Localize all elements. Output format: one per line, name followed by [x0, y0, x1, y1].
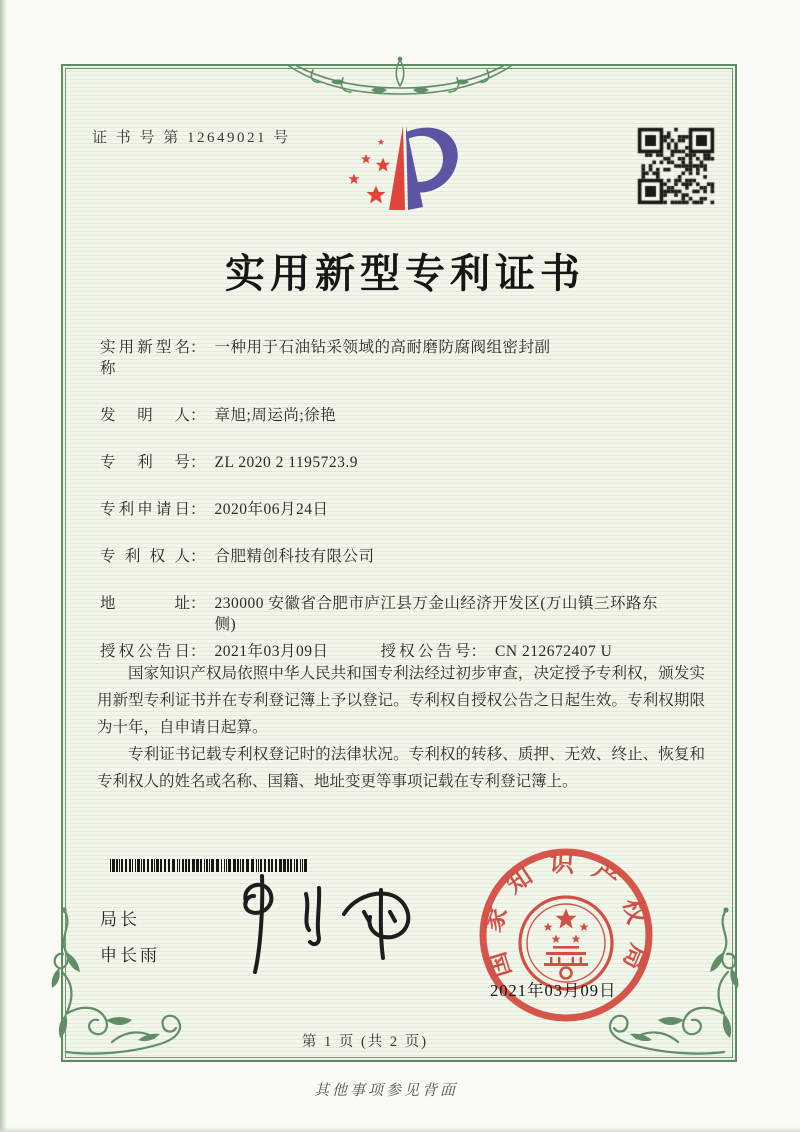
- field-row-address: 地址 ： 230000 安徽省合肥市庐江县万金山经济开发区(万山镇三环路东侧): [100, 593, 710, 635]
- field-label: 授权公告日: [100, 643, 190, 660]
- field-label: 专利号: [100, 454, 190, 471]
- field-list: [100, 337, 710, 688]
- field-value-utility-model-name: 一种用于石油钻采领域的高耐磨防腐阀组密封副: [214, 339, 551, 356]
- certificate-title: 实用新型专利证书: [225, 251, 585, 296]
- director-signature-icon: [218, 868, 423, 983]
- field-label: 专利申请日: [100, 501, 190, 518]
- field-label: 授权公告号: [380, 643, 471, 660]
- field-row-patentee: 专利权人 ： 合肥精创科技有限公司: [100, 548, 375, 565]
- cnipa-logo-icon: [342, 116, 472, 234]
- grant-number-group: 授权公告号 ： CN 212672407 U: [380, 643, 613, 660]
- field-value-address: 230000 安徽省合肥市庐江县万金山经济开发区(万山镇三环路东侧): [214, 595, 659, 633]
- legal-paragraph-1: 国家知识产权局依照中华人民共和国专利法经过初步审查，决定授予专利权，颁发实用新型专利证书并在专利登记簿上予以登记。专利权自授权公告之日起生效。专利权期限为十年，自申请日起算。: [97, 665, 705, 736]
- legal-text-block: [97, 660, 705, 795]
- back-side-note: 其他事项参见背面: [314, 1083, 459, 1099]
- field-value-patent-number: ZL 2020 2 1195723.9: [214, 454, 359, 471]
- field-value-inventors: 章旭;周运尚;徐艳: [214, 407, 337, 424]
- field-label: 地址: [100, 595, 190, 612]
- director-title: 局长: [100, 910, 140, 929]
- certificate-number: 证 书 号 第 12649021 号: [92, 130, 291, 146]
- field-row-patent-number: 专利号 ： ZL 2020 2 1195723.9: [100, 454, 359, 471]
- top-border-ornament: [283, 54, 517, 98]
- field-value-patentee: 合肥精创科技有限公司: [214, 548, 375, 565]
- field-row-filing-date: 专利申请日 ： 2020年06月24日: [100, 501, 329, 518]
- field-row-utility-model-name: 实用新型名称 ： 一种用于石油钻采领域的高耐磨防腐阀组密封副: [100, 339, 551, 377]
- field-label: 发明人: [100, 407, 190, 424]
- logo-stars: [349, 139, 391, 204]
- page-indicator: 第 1 页 (共 2 页): [301, 1034, 429, 1050]
- field-row-grant: 授权公告日 ： 2021年03月09日 授权公告号 ： CN 212672407 U: [100, 643, 613, 660]
- seal-text: 国家知识产权局: [478, 849, 654, 989]
- qr-code-icon: [636, 126, 716, 206]
- legal-paragraph-2: 专利证书记载专利权登记时的法律状况。专利权的转移、质押、无效、终止、恢复和专利权人的姓名或名称、国籍、地址变更等事项记载在专利登记簿上。: [97, 746, 705, 790]
- field-value-grant-date: 2021年03月09日: [214, 643, 329, 660]
- scanned-paper-edge: [0, 0, 7, 1132]
- field-row-inventors: 发明人 ： 章旭;周运尚;徐艳: [100, 407, 337, 424]
- field-value-grant-number: CN 212672407 U: [495, 643, 613, 660]
- field-label: 实用新型名称: [100, 339, 190, 377]
- field-value-filing-date: 2020年06月24日: [214, 501, 329, 518]
- scanned-paper-edge-bottom: [0, 1127, 800, 1132]
- seal-date: 2021年03月09日: [490, 981, 617, 1000]
- director-name: 申长雨: [100, 946, 160, 965]
- field-label: 专利权人: [100, 548, 190, 565]
